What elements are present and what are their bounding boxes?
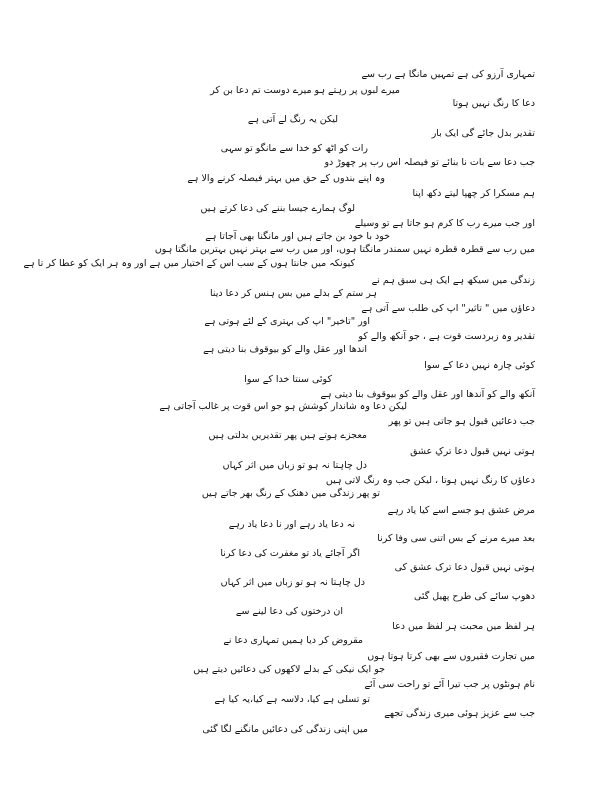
text-line: ہم مسکرا کر چھپا لیتے دکھ اپنا (412, 188, 535, 199)
text-line: دھوپ سائے کی طرح پھیل گئی (413, 591, 535, 602)
text-line: جو ایک نیکی کے بدلے لاکھوں کی دعائیں دیتے ہیں (193, 664, 385, 675)
text-line: خود با خود بن جاتے ہیں اور مانگنا بھی آجاتا ہے (205, 231, 390, 242)
text-line: دعا کا رنگ نہیں ہوتا (452, 98, 535, 109)
text-line: دل چاہتا نہ ہو تو زباں میں اثر کہاں (222, 460, 367, 471)
text-line: میرے لبوں پر رہتے ہو میرے دوست تم دعا بن کر (210, 85, 400, 96)
text-line: میں تجارت فقیروں سے بھی کرتا ہوتا ہوں (367, 651, 535, 662)
text-line: ہر لفظ میں محبت ہر لفظ میں دعا (392, 621, 535, 632)
text-line: جب دعا سے بات نا بنائے تو فیصلہ اس رب پر چھوڑ دو (324, 157, 535, 168)
text-line: میں رب سے قطرہ قطرہ نہیں سمندر مانگتا ہوں، اور میں رب سے بہتر نہیں بہترین مانگتا ہوں (154, 244, 535, 255)
text-line: نہ دعا یاد رہے اور نا دعا یاد رہے (228, 519, 355, 530)
text-line: نام ہونٹوں پر جب تیرا آئے تو راحت سی آئے (364, 679, 535, 690)
text-line: تمہاری آرزو کی ہے تمہیں مانگا ہے رب سے (361, 69, 535, 80)
text-line: اور "تاخیر" اپ کی بہتری کے لئے ہوتی ہے (204, 316, 370, 327)
text-line: کیونکہ میں جانتا ہوں کے سب اس کے اختیار میں ہے اور وہ ہر ایک کو عطا کر تا ہے (23, 258, 355, 269)
text-line: وہ اپنے بندوں کے حق میں بہتر فیصلہ کرنے والا ہے (187, 173, 385, 184)
text-line: ہوتی نہیں قبول دعا ترک عشق کی (394, 562, 535, 573)
text-line: لیکن یہ رنگ لے آتی ہے (247, 114, 338, 125)
text-line: لوگ ہمارے جیسا بننے کی دعا کرتے ہیں (200, 203, 355, 214)
text-line: جب دعائیں قبول ہو جاتی ہیں تو پھر (388, 416, 535, 427)
text-line: لیکن دعا وہ شاندار کوشش ہو جو اس قوت پر غالب آجاتی ہے (159, 401, 407, 412)
text-line: دعاؤں کا رنگ نہیں ہوتا ، لیکن جب وہ رنگ لاتی ہیں (325, 475, 535, 486)
text-line: ہوتی نہیں قبول دعا ترکِ عشق (410, 446, 535, 457)
text-line: کوئی سنتا خدا کے سوا (244, 374, 332, 385)
text-line: کوئی چارہ نہیں دعا کے سوا (424, 360, 535, 371)
text-line: میں اپنی زندگی کی دعائیں مانگنے لگا گئی (202, 724, 368, 735)
text-line: مرض عشق ہو جسے اسے کیا یاد رہے (387, 505, 535, 516)
text-line: ہر ستم کے بدلے میں بس ہنس کر دعا دینا (210, 288, 377, 299)
text-line: آنکھ والے کو آندھا اور عقل والے کو بیوقوف بنا دیتی ہے (320, 389, 535, 400)
text-line: تقدیر بدل جائے گی ایک بار (431, 128, 535, 139)
text-line: زندگی میں سیکھ ہے ایک ہی سبق ہم نے (371, 275, 535, 286)
text-line: تو تسلی ہے کیا، دلاسہ ہے کیا،یہ کیا ہے (214, 694, 370, 705)
text-line: مقروض کر دیا ہمیں تمہاری دعا نے (223, 635, 363, 646)
text-line: اگر آجائے یاد تو مغفرت کی دعا کرنا (220, 548, 360, 559)
text-line: دعاؤں میں " تاثیر" اپ کی طلب سے آتی ہے (361, 303, 535, 314)
text-line: تو پھر زندگی میں دھنک کے رنگ بھر جاتے ہیں (201, 488, 380, 499)
text-line: تقدیر وہ زبردست قوت ہے ، جو آنکھ والے کو (358, 331, 535, 342)
text-line: اندھا اور عقل والے کو بیوقوف بنا دیتی ہے (203, 344, 367, 355)
text-line: دل چاہتا نہ ہو تو زباں میں اثر کہاں (220, 577, 365, 588)
text-line: جب سے عزیز ہوئی میری زندگی تجھے (384, 708, 535, 719)
text-line: اور جب میرے رب کا کرم ہو جاتا ہے تو وسیلے (354, 218, 535, 229)
text-line: بعد میرے مرنے کے بس اتنی سی وفا کرنا (377, 533, 535, 544)
text-line: معجزے ہوتے ہیں پھر تقدیریں بدلتی ہیں (208, 430, 367, 441)
text-line: رات کو اٹھ کو خدا سے مانگو تو سہی (220, 143, 368, 154)
text-line: ان درختوں کی دعا لینے سے (235, 606, 343, 617)
